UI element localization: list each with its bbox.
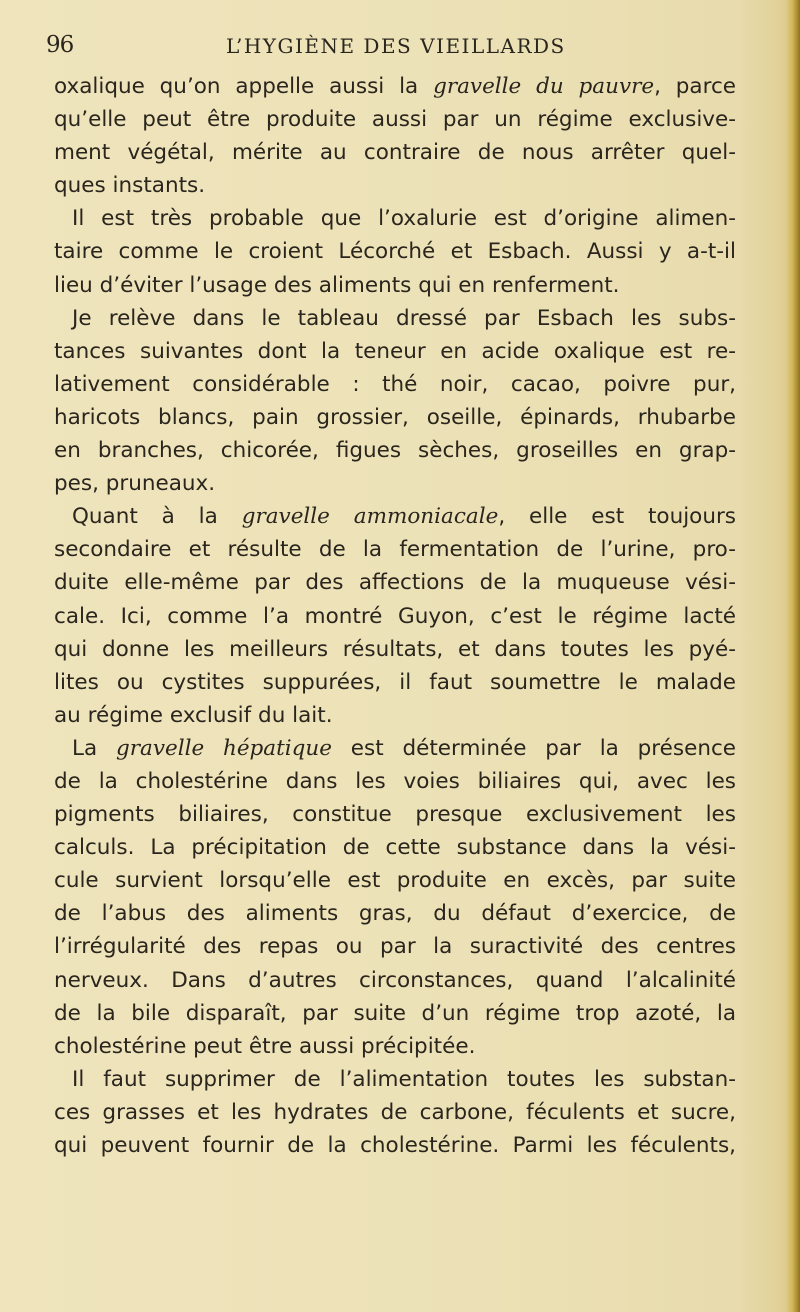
text-line [54,600,736,633]
text-run: Je relève dans le tableau dressé par Esbach les subs- [72,305,736,331]
text-line [54,1129,736,1162]
running-title: L’HYGIÈNE DES VIEILLARDS [226,34,566,58]
italic-term: gravelle du pauvre [433,74,655,99]
text-line [54,831,736,864]
text-run: qu’elle peut être produite aussi par un régime exclusive- [54,107,736,133]
text-run: est déterminée par la présence [331,735,736,761]
text-line [54,765,736,798]
text-run: qui donne les meilleurs résultats, et dans toutes les pyé- [54,636,736,662]
text-run: , elle est toujours [498,504,737,530]
text-line [54,202,736,235]
text-run: cale. Ici, comme l’a montré Guyon, c’est le régime lacté [54,603,736,629]
italic-term: gravelle ammoniacale [241,504,499,530]
text-line [54,897,736,930]
text-line [54,169,736,202]
text-line [54,699,736,732]
text-line [54,500,736,533]
text-run: de l’abus des aliments gras, du défaut d’exercice, de [54,901,736,927]
text-run: cule survient lorsqu’elle est produite en excès, par suite [54,868,736,894]
text-line [54,864,736,897]
text-run: nerveux. Dans d’autres circonstances, quand l’alcalinité [54,967,736,993]
body-text [54,70,736,1162]
text-line [54,964,736,997]
text-run: secondaire et résulte de la fermentation de l’urine, pro- [54,537,736,563]
text-line [54,798,736,831]
text-line [54,70,736,103]
text-run: ment végétal, mérite au contraire de nous arrêter quel- [54,140,736,166]
text-run: qui peuvent fournir de la cholestérine. Parmi les féculents, [54,1133,736,1158]
text-run: , parce [654,74,737,99]
page-header [46,32,746,62]
text-run: lites ou cystites suppurées, il faut soumettre le malade [54,669,736,695]
text-line [54,666,736,699]
text-line [54,1030,736,1063]
text-run: duite elle-même par des affections de la muqueuse vési- [54,570,736,596]
text-line [54,269,736,302]
text-run: ques instants. [54,173,206,199]
text-run: Quant à la [72,504,242,530]
text-run: calculs. La précipitation de cette substance dans la vési- [54,835,736,861]
text-line [54,103,736,136]
text-line [54,997,736,1030]
text-run: de la bile disparaît, par suite d’un régime trop azoté, la [54,1000,736,1026]
text-run: taire comme le croient Lécorché et Esbach. Aussi y a-t-il [54,239,736,265]
text-run: oxalique qu’on appelle aussi la [54,74,434,99]
text-line [54,930,736,963]
text-line [54,136,736,169]
text-line [54,235,736,268]
page-number: 96 [46,32,74,58]
text-run: en branches, chicorée, figues sèches, groseilles en grap- [54,438,736,464]
text-run: Il est très probable que l’oxalurie est d’origine alimen- [72,206,736,232]
text-line [54,434,736,467]
text-line [54,335,736,368]
text-line [54,566,736,599]
italic-term: gravelle hépatique [115,735,332,761]
page-edge-shading [786,0,800,1312]
text-run: pigments biliaires, constitue presque exclusivement les [54,802,736,828]
text-run: au régime exclusif du lait. [54,702,333,728]
text-line [54,1063,736,1096]
text-line [54,732,736,765]
text-run: lieu d’éviter l’usage des aliments qui en renferment. [54,272,620,298]
text-run: lativement considérable : thé noir, cacao, poivre pur, [54,371,736,397]
text-run: tances suivantes dont la teneur en acide oxalique est re- [54,338,736,364]
text-run: pes, pruneaux. [54,471,216,497]
text-run: de la cholestérine dans les voies biliaires qui, avec les [54,768,736,794]
text-run: ces grasses et les hydrates de carbone, féculents et sucre, [54,1099,736,1125]
text-run: l’irrégularité des repas ou par la suractivité des centres [54,934,736,960]
text-run: La [72,735,116,761]
text-run: cholestérine peut être aussi précipitée. [54,1033,476,1059]
text-line [54,368,736,401]
text-line [54,401,736,434]
text-run: haricots blancs, pain grossier, oseille, épinards, rhubarbe [54,404,736,430]
text-line [54,302,736,335]
text-line [54,533,736,566]
text-line [54,1096,736,1129]
text-line [54,467,736,500]
text-run: Il faut supprimer de l’alimentation toutes les substan- [72,1066,736,1092]
text-line [54,633,736,666]
